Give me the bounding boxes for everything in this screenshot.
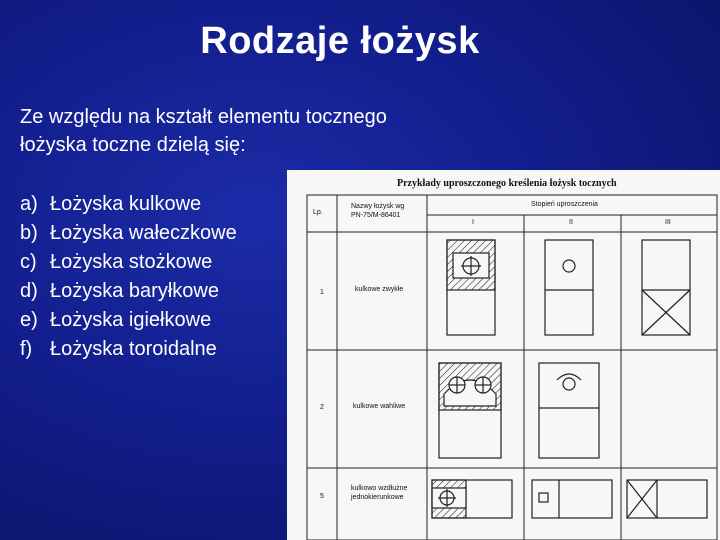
list-item-text: Łożyska kulkowe (50, 193, 202, 215)
column-header-name (351, 202, 404, 220)
deep-groove-ball-bearing-drawing-level-2 (545, 240, 593, 335)
row-name-line-1: kulkowo wzdłużne (351, 485, 408, 492)
intro-text (20, 103, 490, 159)
row-lp: 5 (320, 493, 324, 500)
column-group-header: Stopień uproszczenia (531, 201, 598, 208)
list-marker: f) (20, 338, 33, 360)
intro-line-2: łożyska toczne dzielą się: (20, 134, 246, 156)
self-aligning-ball-bearing-drawing-level-1 (439, 363, 501, 458)
list-item (20, 248, 290, 277)
list-marker: a) (20, 193, 38, 215)
slide-title: Rodzaje łożysk (200, 20, 480, 62)
row-name: kulkowe wahliwe (353, 403, 406, 410)
column-header-name-line-2: PN-75/M-86401 (351, 212, 401, 219)
bearing-drawing-figure (287, 170, 720, 540)
row-name-line-2: jednokierunkowe (351, 494, 404, 501)
list-item (20, 277, 290, 306)
list-item (20, 190, 290, 219)
thrust-ball-bearing-drawing-level-1 (432, 480, 512, 518)
list-marker: b) (20, 222, 38, 244)
self-aligning-ball-bearing-drawing-level-2 (539, 363, 599, 458)
thrust-ball-bearing-drawing-level-3 (627, 480, 707, 518)
row-lp: 1 (320, 289, 324, 296)
list-item (20, 306, 290, 335)
list-marker: e) (20, 309, 38, 331)
row-name (351, 484, 407, 502)
list-marker: d) (20, 280, 38, 302)
list-item (20, 219, 290, 248)
column-header-name-line-1: Nazwy łożysk wg (351, 203, 405, 210)
column-level-2: II (569, 219, 573, 226)
thrust-ball-bearing-drawing-level-2 (532, 480, 612, 518)
list-item (20, 335, 290, 364)
row-name: kulkowe zwykłe (355, 286, 404, 293)
deep-groove-ball-bearing-drawing-level-1 (447, 240, 495, 335)
column-header-lp: Lp. (313, 209, 323, 216)
list-item-text: Łożyska wałeczkowe (50, 222, 237, 244)
list-item-text: Łożyska baryłkowe (50, 280, 219, 302)
list-item-text: Łożyska igiełkowe (50, 309, 212, 331)
list-item-text: Łożyska toroidalne (50, 338, 217, 360)
deep-groove-ball-bearing-drawing-level-3 (642, 240, 690, 335)
column-level-3: III (665, 219, 671, 226)
intro-line-1: Ze względu na kształt elementu tocznego (20, 106, 387, 128)
column-level-1: I (472, 219, 474, 226)
list-marker: c) (20, 251, 37, 273)
row-lp: 2 (320, 404, 324, 411)
list-item-text: Łożyska stożkowe (50, 251, 213, 273)
figure-title: Przykłady uproszczonego kreślenia łożysk tocznych (397, 178, 617, 189)
bearing-types-list (20, 190, 290, 364)
